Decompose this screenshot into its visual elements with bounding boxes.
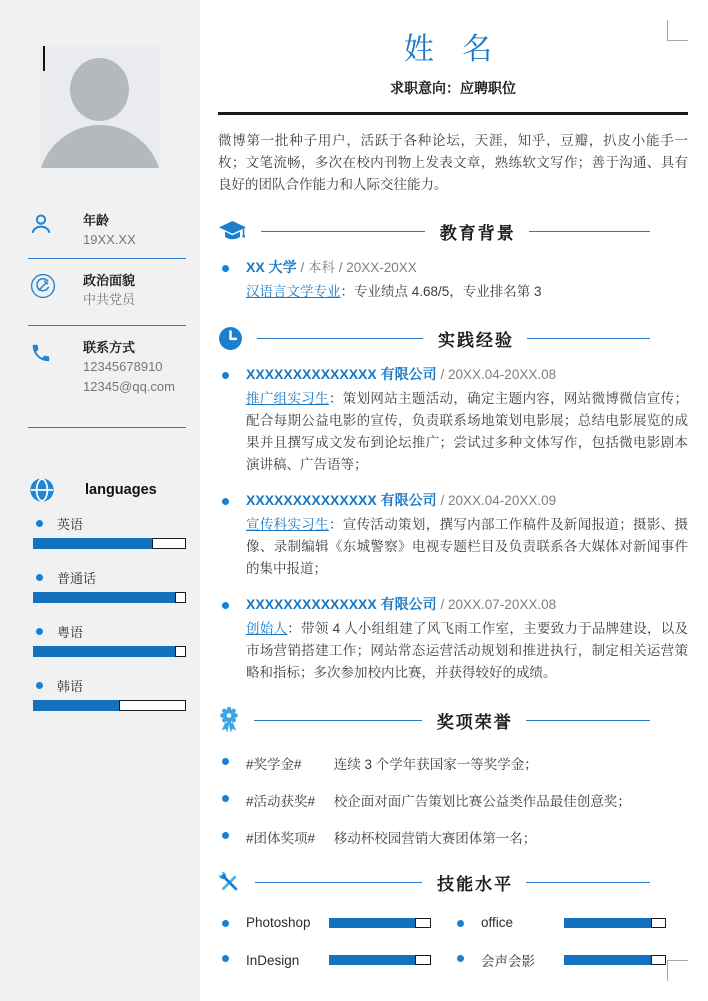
section-header-education [218, 219, 688, 244]
award-description: 连续 3 个学年获国家一等奖学金； [333, 757, 538, 772]
skill-label: Photoshop [246, 915, 311, 930]
title-rule-right [526, 720, 650, 721]
political-status-value: 中共党员 [83, 292, 136, 307]
language-level-bar [33, 700, 186, 711]
title-rule-left [257, 338, 423, 339]
bullet-icon [222, 602, 229, 609]
skill-level-bar [329, 918, 431, 928]
skill-label: 会声会影 [481, 954, 535, 969]
sidebar-divider [28, 258, 186, 259]
bar-fill [33, 700, 119, 711]
language-level-bar [33, 538, 186, 549]
bullet-icon [457, 920, 464, 927]
page-corner-mark-bottom-right [667, 960, 688, 981]
skills-grid [218, 915, 688, 970]
bullet-icon [222, 955, 229, 962]
bar-rest [415, 955, 431, 965]
work-period: / 20XX.04-20XX.08 [440, 367, 557, 382]
education-meta: / 本科 / 20XX-20XX [300, 260, 417, 275]
contact-email[interactable]: 12345@qq.com [83, 379, 175, 394]
award-tag: #奖学金# [246, 757, 302, 772]
tools-icon [218, 871, 241, 894]
bar-fill [33, 646, 175, 657]
sidebar-block-contact [0, 338, 200, 397]
languages-header [0, 477, 200, 503]
language-label: 普通话 [57, 571, 97, 586]
languages-title: languages [85, 482, 157, 498]
main-content [200, 0, 708, 1001]
job-objective: 求职意向：应聘职位 [390, 80, 516, 96]
bullet-icon [36, 628, 43, 635]
profile-photo-placeholder[interactable] [40, 47, 160, 168]
section-header-awards [218, 707, 688, 733]
title-rule-left [254, 720, 422, 721]
company-name: XXXXXXXXXXXXXX 有限公司 [246, 366, 437, 382]
experience-entry [218, 365, 688, 476]
person-icon [30, 213, 52, 240]
sidebar-block-age [0, 211, 200, 250]
party-emblem-icon [30, 273, 56, 304]
section-title-experience: 实践经验 [438, 331, 515, 350]
bar-rest [152, 538, 186, 549]
work-description: ：策划网站主题活动，确定主题内容，网站微博微信宣传；配合每期公益电影的宣传，负责联系场地策划电影展；总结电影展览的成果并且撰写成文发布到论坛推广；尝试过多种文体写作，包括微电影剧本演讲稿、广告语等； [246, 391, 689, 472]
bar-fill [33, 538, 152, 549]
award-item [218, 827, 688, 847]
bullet-icon [222, 920, 229, 927]
skill-item [218, 950, 453, 970]
bullet-icon [222, 372, 229, 379]
role-link[interactable]: 创始人 [246, 621, 288, 636]
language-item [0, 568, 200, 587]
graduation-cap-icon [218, 220, 247, 244]
role-link[interactable]: 推广组实习生 [246, 391, 329, 406]
company-name: XXXXXXXXXXXXXX 有限公司 [246, 596, 437, 612]
bar-rest [119, 700, 186, 711]
bullet-icon [222, 265, 229, 272]
skill-item [218, 915, 453, 930]
bar-rest [175, 592, 186, 603]
award-description: 移动杯校园营销大赛团体第一名； [333, 831, 537, 846]
section-title-skills: 技能水平 [437, 875, 514, 894]
language-item [0, 622, 200, 641]
work-period: / 20XX.07-20XX.08 [440, 597, 557, 612]
bullet-icon [36, 520, 43, 527]
self-summary: 微博第一批种子用户，活跃于各种论坛，天涯，知乎，豆瓣，扒皮小能手一枚；文笔流畅，多次在校内刊物上发表文章，熟练软文写作；善于沟通、具有良好的团队合作能力和人际交往能力。 [218, 133, 688, 192]
contact-phone[interactable]: 12345678910 [83, 359, 163, 374]
bar-rest [415, 918, 431, 928]
section-header-experience [218, 326, 688, 351]
bar-fill [329, 918, 415, 928]
avatar-head-shape [70, 58, 129, 121]
bar-fill [564, 918, 651, 928]
page-corner-mark-top-right [667, 20, 688, 41]
education-entry [218, 258, 688, 303]
company-name: XXXXXXXXXXXXXX 有限公司 [246, 492, 437, 508]
bar-rest [175, 646, 186, 657]
award-description: 校企面对面广告策划比赛公益类作品最佳创意奖； [333, 794, 631, 809]
language-label: 粤语 [57, 625, 84, 640]
school-name: XX 大学 [246, 259, 297, 275]
section-title-education: 教育背景 [439, 224, 516, 243]
education-detail: ：专业绩点 4.68/5，专业排名第 3 [340, 284, 542, 299]
bullet-icon [222, 498, 229, 505]
skill-item [453, 950, 688, 970]
award-tag: #活动获奖# [246, 794, 316, 809]
sidebar-block-political-status [0, 271, 200, 310]
language-level-bar [33, 592, 186, 603]
title-rule-right [526, 882, 650, 883]
phone-icon [30, 342, 52, 369]
sidebar-divider [28, 427, 186, 428]
skill-label: office [481, 915, 514, 930]
language-item [0, 676, 200, 695]
language-level-bar [33, 646, 186, 657]
award-tag: #团体奖项# [246, 831, 316, 846]
work-description: ：宣传活动策划，撰写内部工作稿件及新闻报道；摄影、摄像、录制编辑《东城警察》电视专题栏目及负责联系各大媒体对新闻事件的集中报道； [246, 517, 689, 576]
political-status-label: 政治面貌 [83, 273, 136, 288]
skill-level-bar [564, 918, 666, 928]
bar-rest [651, 955, 666, 965]
title-rule-left [261, 231, 425, 232]
language-item [0, 514, 200, 533]
bar-fill [329, 955, 415, 965]
experience-entry [218, 491, 688, 580]
header-divider [218, 112, 688, 115]
bullet-icon [36, 682, 43, 689]
role-link[interactable]: 宣传科实习生 [246, 517, 329, 532]
language-label: 韩语 [57, 679, 84, 694]
skill-level-bar [329, 955, 431, 965]
bullet-icon [36, 574, 43, 581]
clock-icon [218, 326, 243, 351]
experience-entry [218, 595, 688, 684]
skill-label: InDesign [246, 952, 300, 968]
language-label: 英语 [57, 517, 84, 532]
title-rule-right [529, 231, 650, 232]
age-value: 19XX.XX [83, 232, 136, 247]
skill-item [453, 915, 688, 930]
skill-level-bar [564, 955, 666, 965]
text-cursor-mark [43, 46, 45, 71]
section-header-skills [218, 870, 688, 895]
award-item [218, 790, 688, 810]
bar-fill [33, 592, 175, 603]
major-link[interactable]: 汉语言文学专业 [246, 284, 341, 299]
work-description: ：带领 4 人小组组建了风飞雨工作室，主要致力于品牌建设，以及市场营销搭建工作；网站常态运营活动规划和推进执行，制定相关运营策略和指标；多次参加校内比赛，并获得较好的成绩。 [246, 621, 688, 680]
bullet-icon [222, 795, 229, 802]
section-title-awards: 奖项荣誉 [436, 712, 513, 732]
sidebar-divider [28, 325, 186, 326]
bullet-icon [222, 758, 229, 765]
bullet-icon [222, 832, 229, 839]
age-label: 年龄 [83, 213, 110, 228]
work-period: / 20XX.04-20XX.09 [440, 493, 557, 508]
sidebar [0, 0, 200, 1001]
bar-rest [651, 918, 666, 928]
title-rule-left [255, 882, 422, 883]
candidate-name: 姓 名 [403, 33, 503, 66]
bar-fill [564, 955, 651, 965]
title-rule-right [527, 338, 650, 339]
globe-icon [28, 476, 56, 509]
contact-label: 联系方式 [83, 340, 136, 355]
medal-icon [218, 707, 240, 733]
award-item [218, 753, 688, 773]
avatar-shoulders-shape [40, 125, 160, 168]
bullet-icon [457, 955, 464, 962]
